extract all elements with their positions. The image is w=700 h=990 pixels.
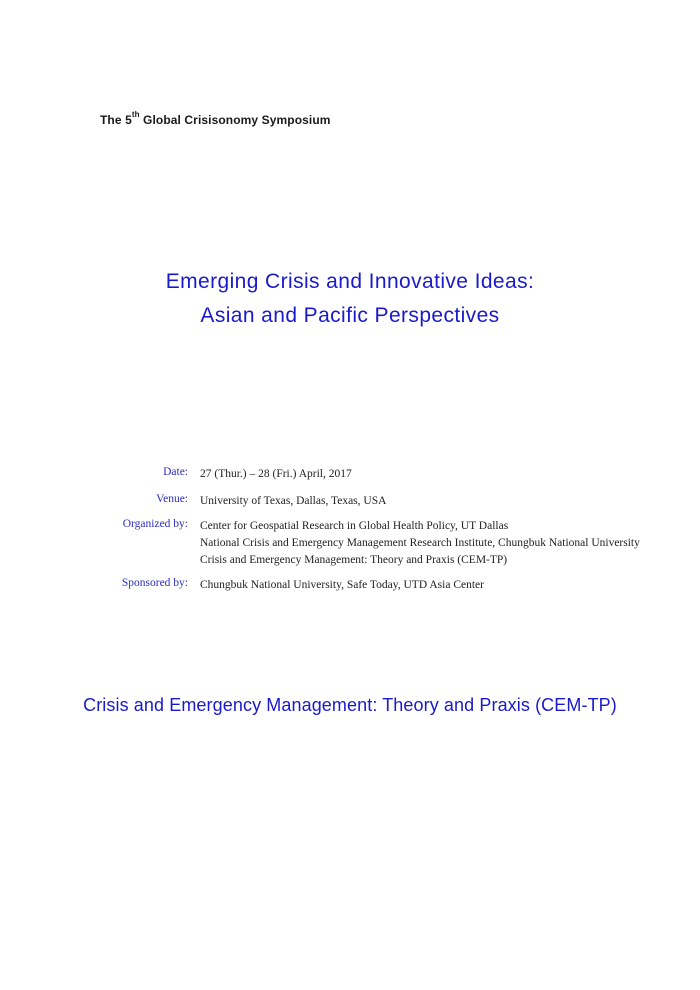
header-ordinal-suffix: th [131, 110, 140, 119]
sponsored-label: Sponsored by: [121, 577, 188, 589]
venue-label: Venue: [156, 493, 188, 505]
header-prefix: The 5 [100, 113, 132, 127]
organized-value [200, 518, 640, 569]
title-line-2: Asian and Pacific Perspectives [200, 304, 500, 327]
header-suffix: Global Crisisonomy Symposium [139, 113, 331, 127]
main-title [0, 265, 700, 333]
title-line-1: Emerging Crisis and Innovative Ideas: [165, 270, 535, 293]
date-value: 27 (Thur.) – 28 (Fri.) April, 2017 [200, 468, 352, 480]
venue-value: University of Texas, Dallas, Texas, USA [200, 495, 387, 507]
symposium-header [100, 110, 331, 127]
footer-organization: Crisis and Emergency Management: Theory and Praxis (CEM-TP) [83, 695, 617, 715]
organizer-line: Center for Geospatial Research in Global Health Policy, UT Dallas [200, 520, 509, 532]
organizer-line: Crisis and Emergency Management: Theory and Praxis (CEM-TP) [200, 554, 508, 566]
date-label: Date: [163, 466, 188, 478]
organized-label: Organized by: [122, 518, 188, 530]
organizer-line: National Crisis and Emergency Management Research Institute, Chungbuk National University [200, 537, 640, 549]
sponsored-value: Chungbuk National University, Safe Today, UTD Asia Center [200, 579, 484, 591]
